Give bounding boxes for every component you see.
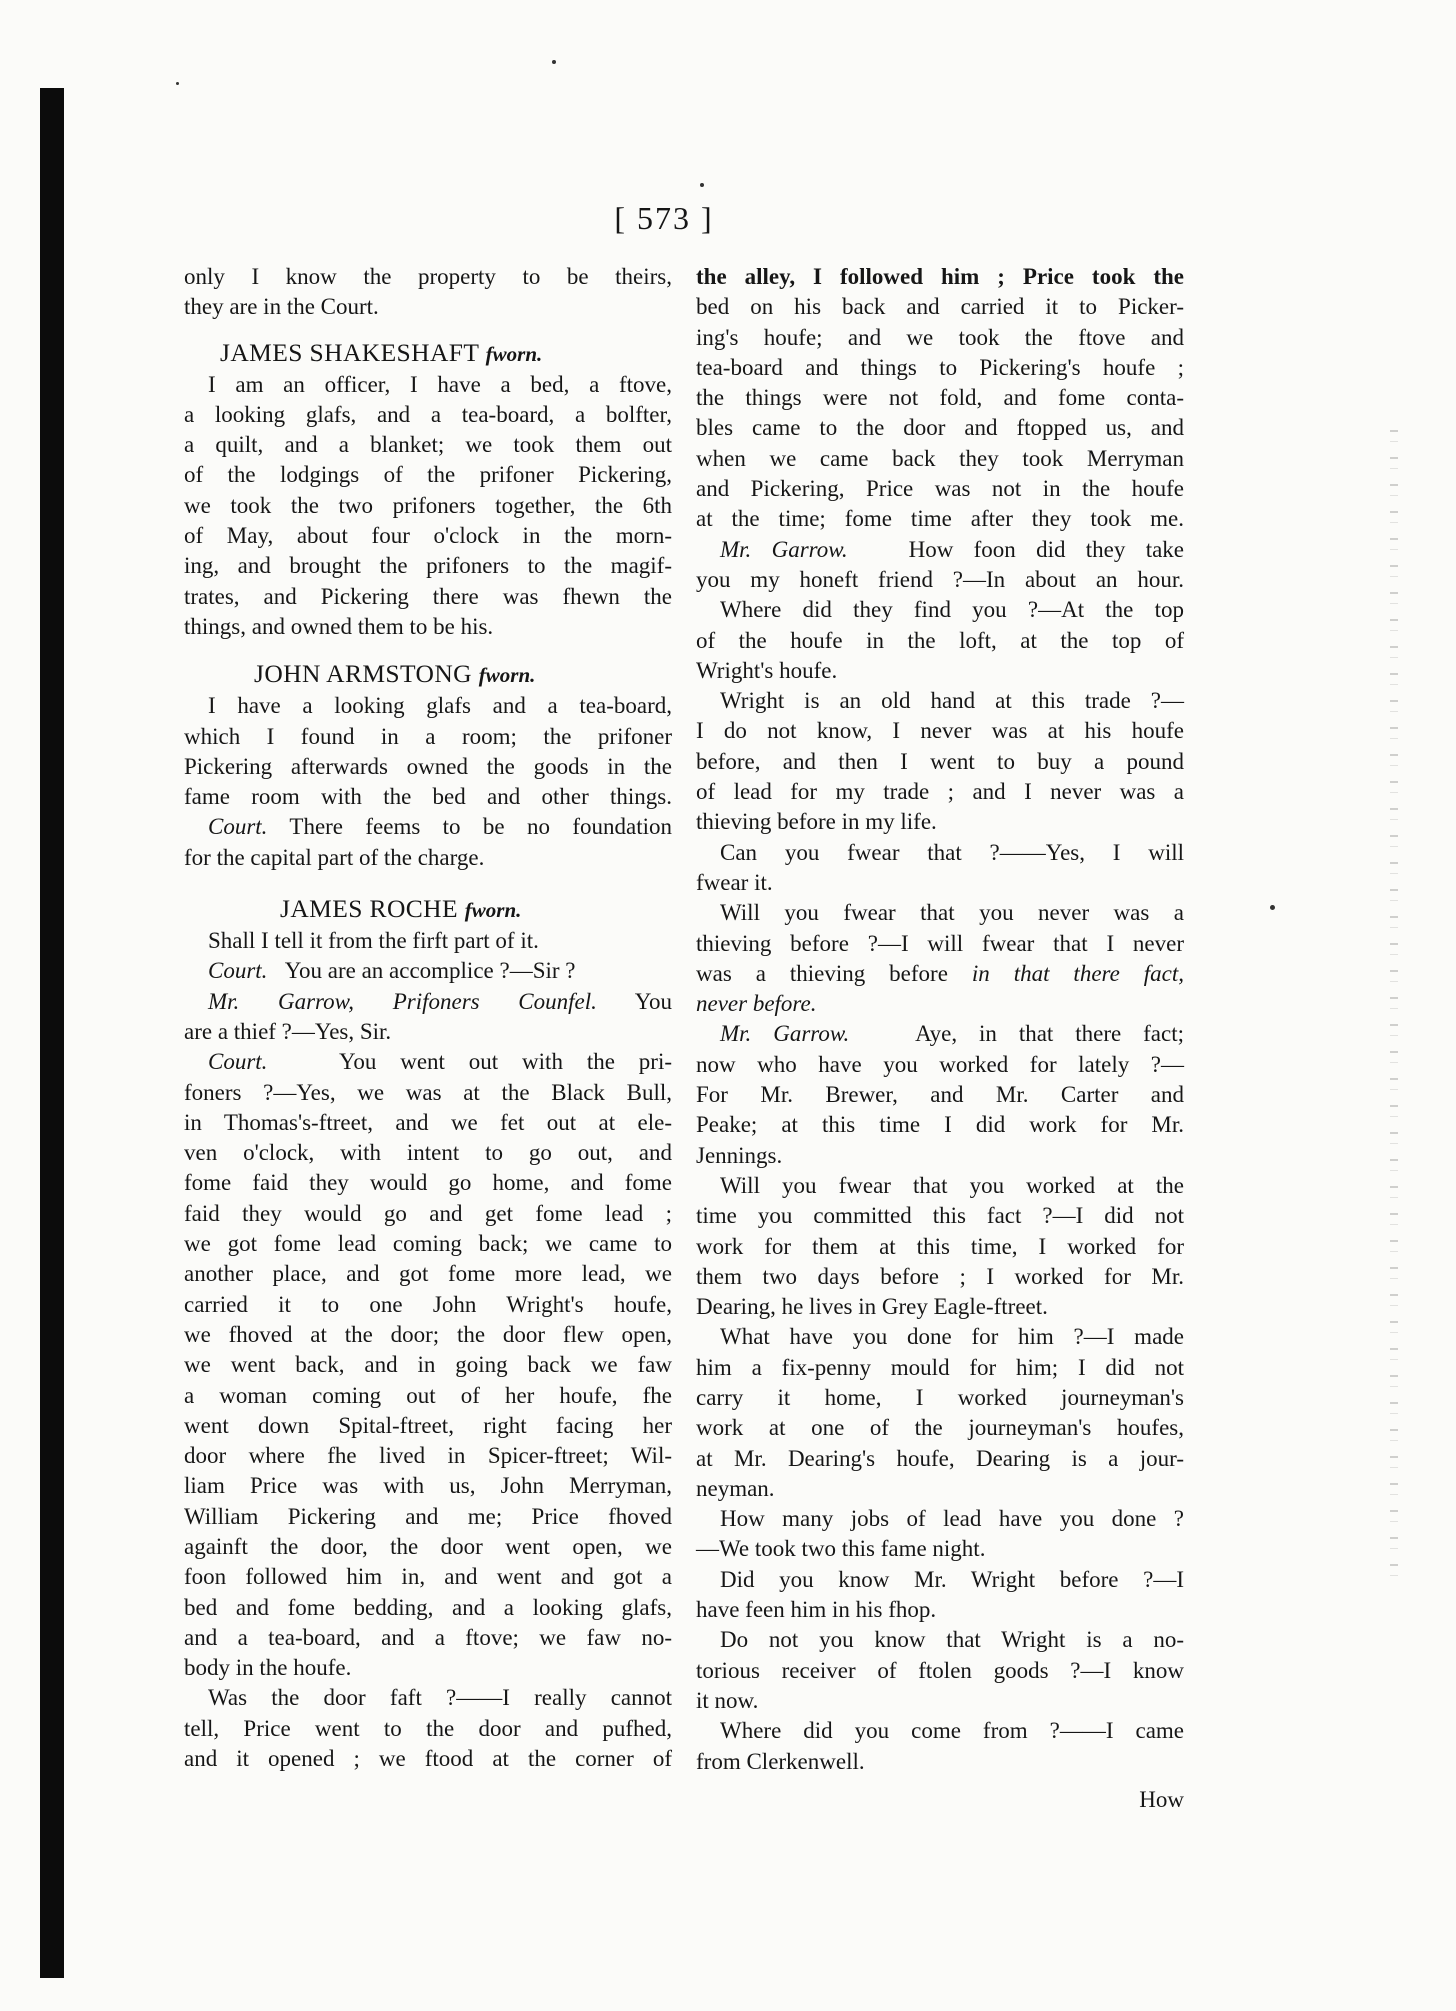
text-line: Wright's houfe. — [696, 657, 838, 683]
text-line: at the time; fome time after they took me. — [696, 506, 1184, 532]
speaker-label: Mr. Garrow. — [720, 536, 848, 562]
speaker-label: Court. — [208, 958, 268, 984]
text-line: work for them at this time, I worked for — [696, 1233, 1184, 1259]
page-number: [ 573 ] — [614, 200, 714, 236]
text-line: and a tea-board, and a ftove; we faw no- — [184, 1624, 672, 1650]
text-line: a looking glafs, and a tea-board, a bolfter, — [184, 401, 672, 427]
speech-text: There feems to be no foundation — [289, 814, 672, 840]
text-line: trates, and Pickering there was fhewn the — [184, 583, 672, 609]
text-line: of May, about four o'clock in the morn- — [184, 523, 672, 549]
witness-heading-armstong — [184, 658, 672, 691]
text-line: only I know the property to be theirs, — [184, 264, 672, 289]
ink-speck — [552, 60, 556, 64]
text-line: tea-board and things to Pickering's houfe ; — [696, 354, 1184, 380]
text-line: torious receiver of ftolen goods ?—I know — [696, 1657, 1184, 1683]
ink-speck — [1270, 905, 1275, 910]
text-line: ing, and brought the prifoners to the magif- — [184, 553, 672, 579]
speaker-label: Court. — [208, 1049, 268, 1075]
text-line: and Pickering, Price was not in the houfe — [696, 476, 1184, 502]
text-line: the things were not fold, and fome conta- — [696, 385, 1184, 411]
text-line: Can you fwear that ?——Yes, I will — [720, 839, 1184, 865]
text-line — [184, 987, 672, 1017]
text-line: bles came to the door and ftopped us, and — [696, 415, 1184, 441]
text-line: For Mr. Brewer, and Mr. Carter and — [696, 1082, 1184, 1108]
text-line: of the lodgings of the prifoner Pickering, — [184, 462, 672, 488]
text-line: time you committed this fact ?—I did not — [696, 1203, 1184, 1229]
text-line: thieving before in my life. — [696, 809, 937, 835]
text-line: we went back, and in going back we faw — [184, 1352, 672, 1378]
text-line: I have a looking glafs and a tea-board, — [208, 693, 672, 719]
speech-text: Aye, in that there fact; — [915, 1021, 1185, 1047]
text-line: Was the door faft ?——I really cannot — [208, 1685, 672, 1711]
text-line: went down Spital-ftreet, right facing her — [184, 1412, 672, 1438]
text-line: I am an officer, I have a bed, a ftove, — [208, 371, 672, 397]
text-line: them two days before ; I worked for Mr. — [696, 1263, 1184, 1289]
text-line: the alley, I followed him ; Price took the — [696, 264, 1184, 289]
left-column — [184, 262, 672, 1774]
text-line: we took the two prifoners together, the 6th — [184, 492, 672, 518]
text-line: Jennings. — [696, 1142, 783, 1168]
witness-name: JAMES ROCHE — [280, 894, 458, 924]
text-line: another place, and got fome more lead, we — [184, 1261, 672, 1287]
text-line: of the houfe in the loft, at the top of — [696, 627, 1184, 653]
text-line: we fhoved at the door; the door flew open, — [184, 1321, 672, 1347]
text-line: for the capital part of the charge. — [184, 844, 485, 870]
speech-text: You are an accomplice ?—Sir ? — [284, 958, 576, 984]
text-line: tell, Price went to the door and pufhed, — [184, 1715, 672, 1741]
speaker-label: Mr. Garrow. — [720, 1021, 850, 1047]
text-line: things, and owned them to be his. — [184, 613, 494, 639]
witness-heading-roche — [184, 893, 672, 926]
text-line: liam Price was with us, John Merryman, — [184, 1473, 672, 1499]
text-line: ven o'clock, with intent to go out, and — [184, 1140, 672, 1166]
witness-name: JAMES SHAKESHAFT — [220, 337, 479, 367]
witness-name: JOHN ARMSTONG — [254, 659, 472, 689]
text-line — [184, 812, 672, 842]
text-line: from Clerkenwell. — [696, 1748, 865, 1774]
text-line: Peake; at this time I did work for Mr. — [696, 1112, 1184, 1138]
text-line: now who have you worked for lately ?— — [696, 1051, 1184, 1077]
right-column — [696, 262, 1184, 1815]
text-line: fwear it. — [696, 869, 773, 895]
text-line: we got fome lead coming back; we came to — [184, 1231, 672, 1257]
text-line — [696, 989, 1184, 1019]
text-line: they are in the Court. — [184, 294, 379, 320]
text-line: William Pickering and me; Price fhoved — [184, 1503, 672, 1529]
text-line: fome faid they would go home, and fome — [184, 1170, 672, 1196]
speech-text: You — [634, 988, 672, 1014]
text-line — [184, 956, 672, 986]
emphasis-text: never before. — [696, 991, 817, 1017]
ink-speck — [700, 183, 704, 187]
text-line: fame room with the bed and other things. — [184, 784, 672, 810]
text-line: What have you done for him ?—I made — [720, 1324, 1184, 1350]
sworn-label: fworn. — [478, 663, 536, 688]
text-line: carried it to one John Wright's houfe, — [184, 1291, 672, 1317]
text-line: neyman. — [696, 1475, 775, 1501]
text-line: and it opened ; we ftood at the corner of — [184, 1746, 672, 1772]
text-line: Pickering afterwards owned the goods in the — [184, 753, 672, 779]
catchword: How — [1139, 1786, 1184, 1812]
witness-heading-shakeshaft — [184, 337, 672, 370]
text-line: before, and then I went to buy a pound — [696, 748, 1184, 774]
text-line: you my honeft friend ?—In about an hour. — [696, 566, 1184, 592]
text-line: How many jobs of lead have you done ? — [720, 1506, 1184, 1532]
text-line: Will you fwear that you worked at the — [720, 1172, 1184, 1198]
page-edge-noise — [1390, 430, 1398, 1580]
text-line: faid they would go and get fome lead ; — [184, 1200, 672, 1226]
text-line: I do not know, I never was at his houfe — [696, 718, 1184, 744]
text-line: Where did you come from ?——I came — [720, 1718, 1184, 1744]
text-line: a woman coming out of her houfe, fhe — [184, 1382, 672, 1408]
emphasis-text: in that there fact, — [971, 960, 1185, 986]
text-line: in Thomas's-ftreet, and we fet out at ele- — [184, 1109, 672, 1135]
text-line: Shall I tell it from the firft part of it. — [208, 928, 539, 954]
text-line — [696, 535, 1184, 565]
text-line: foners ?—Yes, we was at the Black Bull, — [184, 1079, 672, 1105]
text-line: him a fix-penny mould for him; I did not — [696, 1354, 1184, 1380]
text-line: door where fhe lived in Spicer-ftreet; Wil- — [184, 1443, 672, 1469]
text-line: bed on his back and carried it to Picker- — [696, 294, 1184, 320]
text-line: work at one of the journeyman's houfes, — [696, 1415, 1184, 1441]
sworn-label: fworn. — [485, 341, 543, 366]
sworn-label: fworn. — [464, 898, 522, 923]
text-line: Will you fwear that you never was a — [720, 900, 1184, 926]
text-line: Do not you know that Wright is a no- — [720, 1627, 1184, 1653]
text-line: a quilt, and a blanket; we took them out — [184, 432, 672, 458]
text-line: have feen him in his fhop. — [696, 1597, 937, 1623]
text-line: bed and fome bedding, and a looking glafs, — [184, 1594, 672, 1620]
text-line: Where did they find you ?—At the top — [720, 597, 1184, 623]
text-line: ing's houfe; and we took the ftove and — [696, 324, 1184, 350]
text-line: of lead for my trade ; and I never was a — [696, 779, 1184, 805]
text-line: thieving before ?—I will fwear that I never — [696, 930, 1184, 956]
binding-shadow — [40, 88, 64, 1978]
speech-text: How foon did they take — [908, 536, 1184, 562]
speech-text: You went out with the pri- — [339, 1049, 672, 1075]
text-line: which I found in a room; the prifoner — [184, 723, 672, 749]
text-line: are a thief ?—Yes, Sir. — [184, 1018, 392, 1044]
text-line: Dearing, he lives in Grey Eagle-ftreet. — [696, 1294, 1048, 1320]
text-line: —We took two this fame night. — [696, 1536, 986, 1562]
text-line: Did you know Mr. Wright before ?—I — [720, 1566, 1184, 1592]
text-line: foon followed him in, and went and got a — [184, 1564, 672, 1590]
text-line: Wright is an old hand at this trade ?— — [720, 688, 1184, 714]
text-line: againft the door, the door went open, we — [184, 1533, 672, 1559]
text-line — [184, 1047, 672, 1077]
text-line — [696, 959, 1184, 989]
text-line — [696, 1019, 1184, 1049]
ink-speck — [176, 82, 179, 85]
speaker-label: Court. — [208, 814, 268, 840]
text-line: at Mr. Dearing's houfe, Dearing is a jour- — [696, 1445, 1184, 1471]
text-line: body in the houfe. — [184, 1655, 352, 1681]
speech-text: was a thieving before — [696, 960, 948, 986]
text-line: it now. — [696, 1687, 759, 1713]
text-line: when we came back they took Merryman — [696, 445, 1184, 471]
speaker-label: Mr. Garrow, Prifoners Counfel. — [208, 988, 597, 1014]
text-line: carry it home, I worked journeyman's — [696, 1384, 1184, 1410]
